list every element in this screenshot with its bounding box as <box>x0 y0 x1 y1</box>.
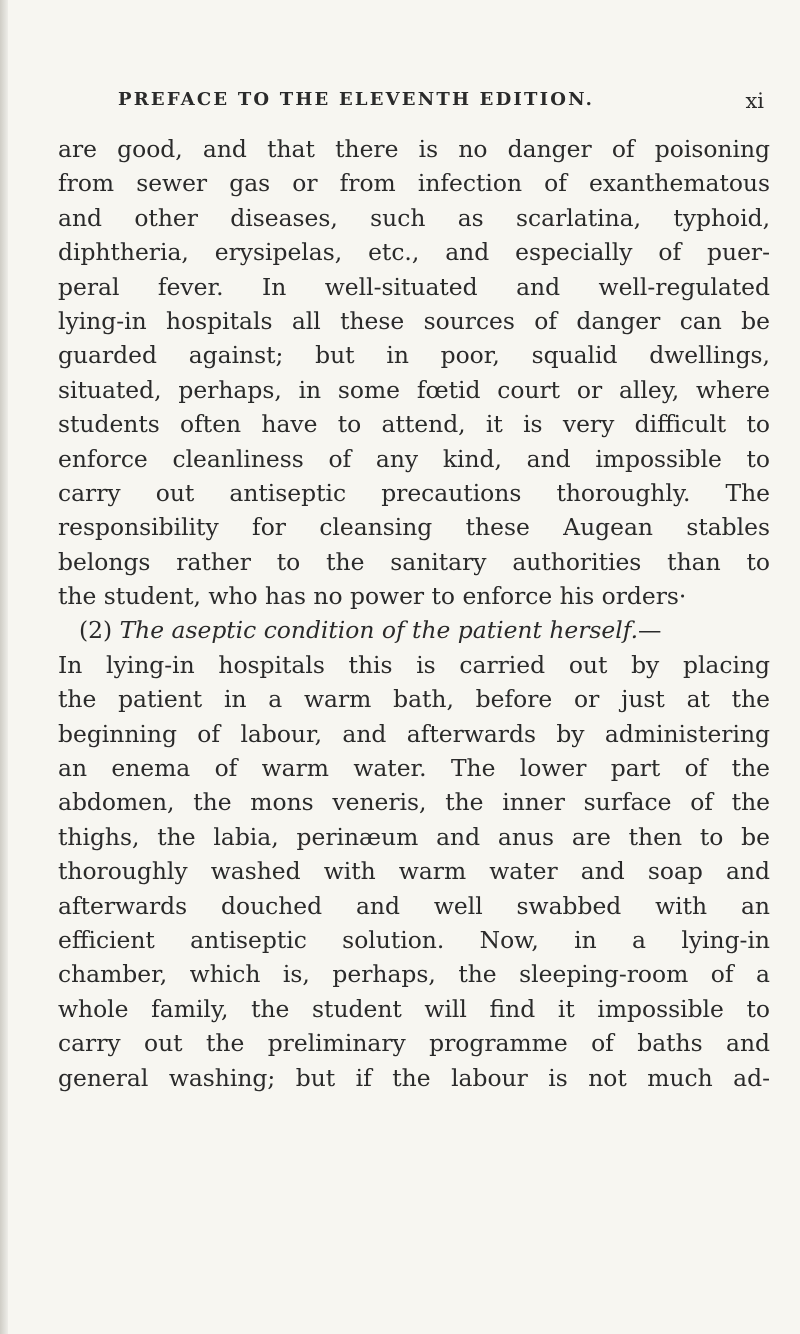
text-line: thighs, the labia, perinæum and anus are then to be <box>58 822 770 851</box>
text-line: an enema of warm water. The lower part of the <box>58 754 770 783</box>
text-line: general washing; but if the labour is not much ad- <box>58 1063 770 1092</box>
page-number: xi <box>745 89 764 113</box>
running-head <box>118 89 764 123</box>
text-line: carry out the preliminary programme of baths and <box>58 1029 770 1058</box>
text-line: In lying-in hospitals this is carried out by placing <box>58 650 770 679</box>
em-dash: — <box>638 616 662 645</box>
text-line: peral fever. In well-situated and well-regulated <box>58 272 770 301</box>
body-text <box>58 132 770 1095</box>
text-line: thoroughly washed with warm water and soap and <box>58 857 770 886</box>
text-line: chamber, which is, perhaps, the sleeping-room of a <box>58 960 770 989</box>
text-line: beginning of labour, and afterwards by administering <box>58 719 770 748</box>
text-line: enforce cleanliness of any kind, and impossible to <box>58 444 770 473</box>
text-line: carry out antiseptic precautions thoroughly. The <box>58 478 770 507</box>
text-line: whole family, the student will find it impossible to <box>58 994 770 1023</box>
page-gutter-shadow <box>0 0 8 1334</box>
text-line: diphtheria, erysipelas, etc., and especially of puer- <box>58 238 770 267</box>
text-line: the patient in a warm bath, before or just at the <box>58 685 770 714</box>
text-line: from sewer gas or from infection of exanthematous <box>58 169 770 198</box>
text-line: efficient antiseptic solution. Now, in a lying-in <box>58 925 770 954</box>
text-line: responsibility for cleansing these Augean stables <box>58 513 770 542</box>
paragraph-italic-title: The aseptic condition of the patient herself. <box>119 616 638 645</box>
text-line: lying-in hospitals all these sources of danger can be <box>58 306 770 335</box>
text-line: situated, perhaps, in some fœtid court or alley, where <box>58 375 770 404</box>
paragraph-number: (2) <box>79 616 113 645</box>
text-line: and other diseases, such as scarlatina, typhoid, <box>58 203 770 232</box>
text-line: belongs rather to the sanitary authorities than to <box>58 547 770 576</box>
text-line: students often have to attend, it is very difficult to <box>58 410 770 439</box>
text-line: abdomen, the mons veneris, the inner surface of the <box>58 788 770 817</box>
text-line: the student, who has no power to enforce his orders· <box>58 582 687 611</box>
text-line: guarded against; but in poor, squalid dwellings, <box>58 341 770 370</box>
text-line: are good, and that there is no danger of poisoning <box>58 135 770 163</box>
running-head-title: PREFACE TO THE ELEVENTH EDITION. <box>118 89 595 110</box>
text-line: afterwards douched and well swabbed with an <box>58 891 770 920</box>
paragraph-heading <box>58 613 770 647</box>
